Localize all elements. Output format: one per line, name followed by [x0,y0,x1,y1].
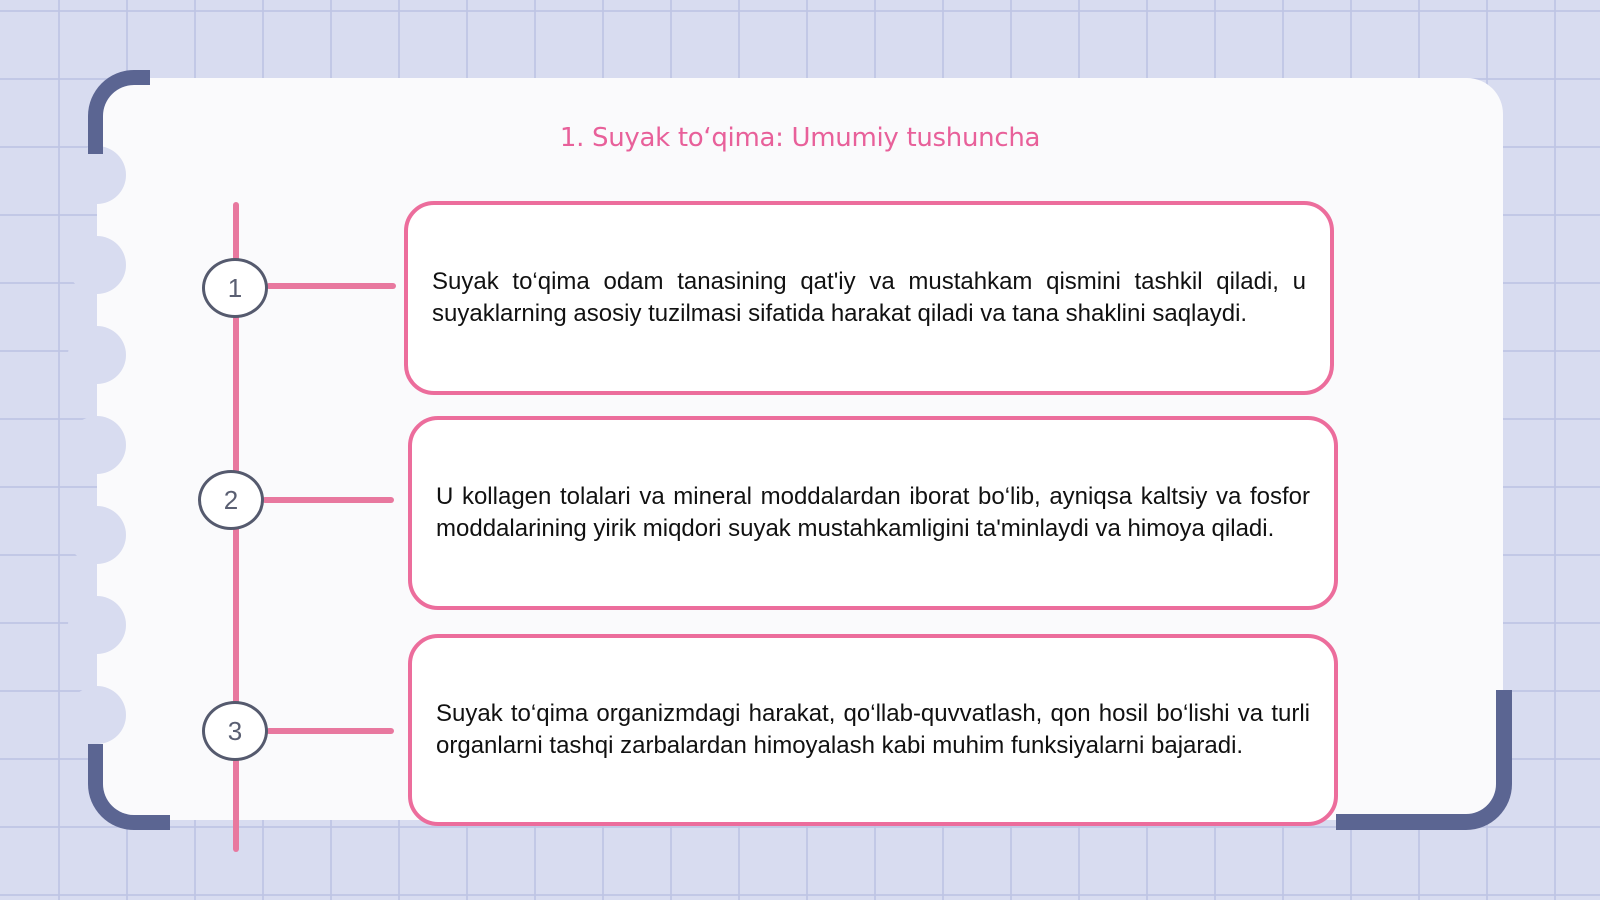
step-number-2: 2 [198,470,264,530]
step-number-1: 1 [202,258,268,318]
step-number-3: 3 [202,701,268,761]
scallop-edge [68,326,126,384]
frame-corner-top-left [88,70,150,154]
scallop-edge [68,596,126,654]
step-card-2 [408,416,1338,610]
scallop-edge [68,236,126,294]
step-card-3 [408,634,1338,826]
frame-corner-bottom-left [88,744,170,830]
timeline-connector [266,728,394,734]
slide-title: 1. Suyak to‘qima: Umumiy tushuncha [559,123,1041,153]
step-text-1: Suyak to‘qima odam tanasining qat'iy va mustahkam qismini tashkil qiladi, u suyaklarning asosiy tuzilmasi sifatida harakat qiladi va tana shaklini saqlaydi. [432,268,1306,327]
frame-corner-bottom-right [1336,690,1512,830]
step-card-1 [404,201,1334,395]
scallop-edge [68,146,126,204]
scallop-edge [68,416,126,474]
scallop-edge [68,506,126,564]
timeline-connector [266,283,396,289]
step-text-2: U kollagen tolalari va mineral moddalardan iborat bo‘lib, ayniqsa kaltsiy va fosfor moddalarining yirik miqdori suyak mustahkamligini ta'minlaydi va himoya qiladi. [436,483,1310,542]
scallop-edge [68,686,126,744]
timeline-connector [262,497,394,503]
step-text-3: Suyak to‘qima organizmdagi harakat, qo‘llab-quvvatlash, qon hosil bo‘lishi va turli organlarni tashqi zarbalardan himoyalash kabi muhim funksiyalarni bajaradi. [436,700,1310,759]
